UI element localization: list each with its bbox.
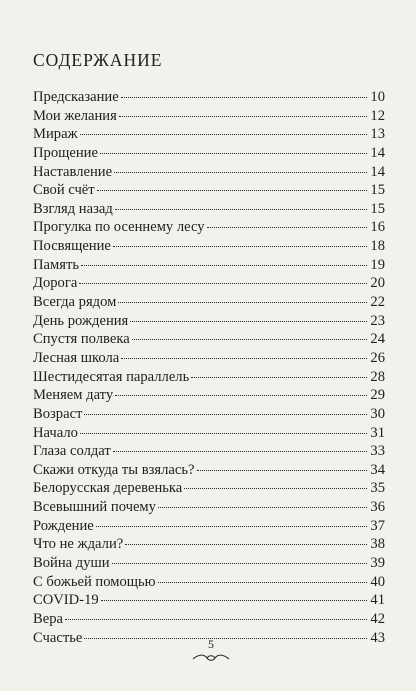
dot-leader [115, 395, 367, 396]
entry-title: Прогулка по осеннему лесу [33, 219, 205, 236]
dot-leader [97, 190, 368, 191]
entry-title: Всегда рядом [33, 294, 117, 311]
entry-page-number: 22 [370, 294, 385, 311]
entry-page-number: 19 [370, 256, 385, 273]
dot-leader [84, 414, 367, 415]
dot-leader [130, 321, 367, 322]
entry-page-number: 35 [370, 480, 385, 497]
toc-entry [33, 293, 385, 312]
entry-title: Возраст [33, 405, 83, 422]
dot-leader [207, 227, 368, 228]
entry-title: Шестидесятая параллель [33, 368, 190, 385]
entry-title: Предсказание [33, 89, 119, 105]
dot-leader [121, 358, 367, 359]
toc-entry [33, 330, 385, 349]
entry-title: Взгляд назад [33, 200, 113, 217]
entry-title: Меняем дату [33, 387, 114, 404]
toc-entry [33, 237, 385, 256]
dot-leader [118, 302, 367, 303]
dot-leader [81, 265, 367, 266]
dot-leader [101, 600, 368, 601]
entry-page-number: 13 [370, 126, 385, 143]
dot-leader [96, 526, 368, 527]
entry-page-number: 36 [370, 499, 385, 516]
toc-entry [33, 386, 385, 405]
toc-entry [33, 181, 385, 200]
entry-page-number: 34 [370, 461, 385, 478]
toc-entry [33, 424, 385, 443]
dot-leader [113, 451, 368, 452]
dot-leader [80, 134, 368, 135]
toc-entry [33, 461, 385, 480]
dot-leader [132, 339, 368, 340]
entry-title: Война души [33, 555, 110, 572]
toc-entry [33, 256, 385, 275]
toc-entry [33, 610, 385, 629]
dot-leader [114, 172, 367, 173]
toc-entry [33, 200, 385, 219]
dot-leader [115, 209, 368, 210]
dot-leader [112, 563, 368, 564]
toc-entry [33, 349, 385, 368]
dot-leader [184, 488, 367, 489]
entry-title: С божьей помощью [33, 573, 156, 590]
entry-title: Глаза солдат [33, 443, 111, 460]
entry-page-number: 43 [370, 629, 385, 646]
entry-title: Счастье [33, 629, 83, 646]
entry-title: Свой счёт [33, 182, 95, 199]
entry-page-number: 38 [370, 536, 385, 553]
entry-title: Вера [33, 610, 63, 627]
entry-title: Спустя полвека [33, 331, 130, 348]
entry-page-number: 12 [370, 107, 385, 124]
entry-title: Скажи откуда ты взялась? [33, 461, 195, 478]
entry-page-number: 24 [370, 331, 385, 348]
entry-page-number: 23 [370, 312, 385, 329]
entry-page-number: 16 [370, 219, 385, 236]
toc-entry [33, 218, 385, 237]
dot-leader [100, 153, 367, 154]
toc-entry [33, 88, 385, 107]
entry-page-number: 31 [370, 424, 385, 441]
toc-entry [33, 479, 385, 498]
dot-leader [197, 470, 368, 471]
entry-page-number: 39 [370, 555, 385, 572]
entry-page-number: 33 [370, 443, 385, 460]
entry-title: Наставление [33, 163, 113, 180]
entry-page-number: 15 [370, 182, 385, 199]
toc-entry [33, 274, 385, 293]
entry-title: Посвящение [33, 238, 111, 255]
toc-entry [33, 573, 385, 592]
dot-leader [113, 246, 368, 247]
toc-entry [33, 312, 385, 331]
toc-entry [33, 517, 385, 536]
dot-leader [121, 97, 368, 98]
entry-title: Лесная школа [33, 349, 120, 366]
toc-entry [33, 442, 385, 461]
dot-leader [125, 544, 367, 545]
entry-page-number: 41 [370, 592, 385, 609]
entry-title: День рождения [33, 312, 129, 329]
entry-title: Рождение [33, 517, 94, 534]
entry-page-number: 29 [370, 387, 385, 404]
entry-page-number: 14 [370, 144, 385, 161]
page-number: 5 [208, 637, 214, 651]
toc-entry [33, 144, 385, 163]
entry-page-number: 28 [370, 368, 385, 385]
entry-title: Начало [33, 424, 78, 441]
dot-leader [158, 582, 368, 583]
entry-title: Что не ждали? [33, 536, 124, 553]
toc-entry [33, 498, 385, 517]
entry-title: COVID-19 [33, 592, 99, 609]
entry-page-number: 20 [370, 275, 385, 292]
entry-title: Мираж [33, 126, 78, 143]
entry-page-number: 26 [370, 349, 385, 366]
entry-title: Память [33, 256, 79, 273]
contents-heading: СОДЕРЖАНИЕ [33, 50, 163, 70]
dot-leader [65, 619, 367, 620]
entry-title: Дорога [33, 275, 78, 292]
table-of-contents [33, 88, 385, 647]
entry-title: Белорусская деревенька [33, 480, 183, 497]
dot-leader [191, 377, 367, 378]
entry-page-number: 10 [370, 89, 385, 105]
toc-entry [33, 554, 385, 573]
dot-leader [80, 433, 367, 434]
dot-leader [158, 507, 367, 508]
entry-page-number: 42 [370, 610, 385, 627]
entry-page-number: 40 [370, 573, 385, 590]
toc-entry [33, 405, 385, 424]
flourish-icon [191, 652, 231, 664]
dot-leader [79, 283, 367, 284]
toc-entry [33, 535, 385, 554]
toc-entry [33, 163, 385, 182]
toc-entry [33, 107, 385, 126]
entry-title: Всевышний почему [33, 499, 156, 516]
dot-leader [119, 116, 368, 117]
page-footer [191, 638, 231, 668]
entry-page-number: 30 [370, 405, 385, 422]
entry-page-number: 15 [370, 200, 385, 217]
toc-entry [33, 591, 385, 610]
toc-entry [33, 368, 385, 387]
entry-page-number: 14 [370, 163, 385, 180]
entry-title: Прощение [33, 144, 98, 161]
entry-title: Мои желания [33, 107, 117, 124]
entry-page-number: 37 [370, 517, 385, 534]
entry-page-number: 18 [370, 238, 385, 255]
toc-entry [33, 125, 385, 144]
